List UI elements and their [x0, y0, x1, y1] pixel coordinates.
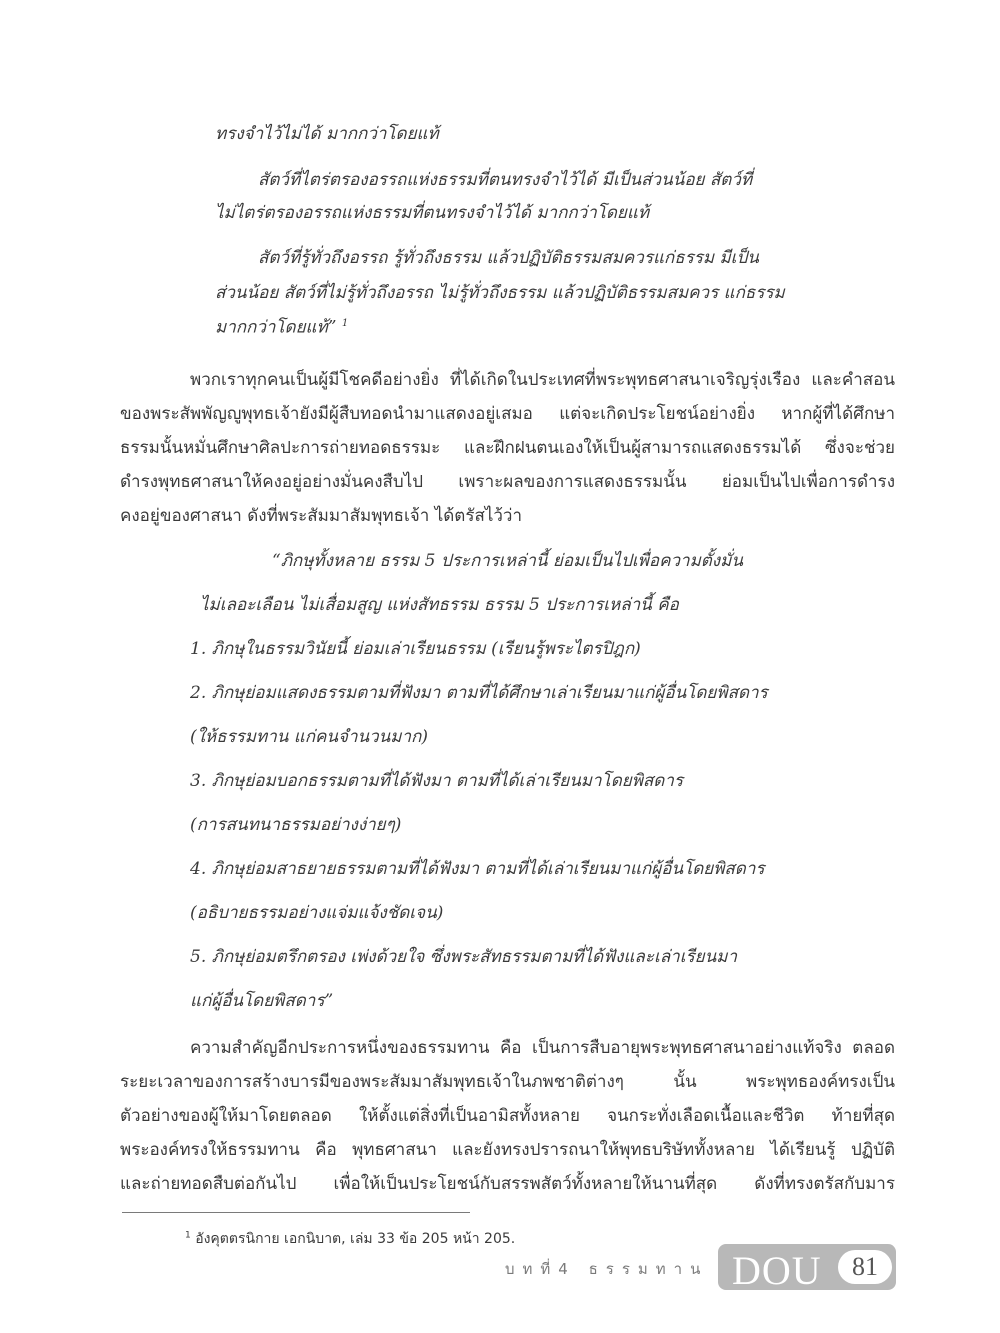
quote2-item5-cont: แก่ผู้อื่นโดยพิสดาร” — [190, 991, 334, 1011]
quote2-item2-note: (ให้ธรรมทาน แก่คนจำนวนมาก) — [190, 727, 428, 747]
para2-line1: ความสำคัญอีกประการหนึ่งของธรรมทาน คือ เป็นการสืบอายุพระพุทธศาสนาอย่างแท้จริง ตลอด — [190, 1038, 895, 1058]
para1-line1: พวกเราทุกคนเป็นผู้มีโชคดีอย่างยิ่ง ที่ได้เกิดในประเทศที่พระพุทธศาสนาเจริญรุ่งเรือง และคำสอน — [190, 370, 895, 390]
quote2-item5: 5. ภิกษุย่อมตรึกตรอง เพ่งด้วยใจ ซึ่งพระสัทธรรมตามที่ได้ฟังและเล่าเรียนมา — [190, 947, 737, 967]
para1-line2: ของพระสัพพัญญูพุทธเจ้ายังมีผู้สืบทอดนำมาแสดงอยู่เสมอ แต่จะเกิดประโยชน์อย่างยิ่ง หากผู้ที่ได้ศึกษา — [120, 404, 895, 424]
para2-line3: ตัวอย่างของผู้ให้มาโดยตลอด ให้ตั้งแต่สิ่งที่เป็นอามิสทั้งหลาย จนกระทั่งเลือดเนื้อและชีวิต ท้ายที่สุด — [120, 1106, 895, 1126]
quote1-line6-text: มากกว่าโดยแท้” — [215, 317, 337, 338]
para2-line5: และถ่ายทอดสืบต่อกันไป เพื่อให้เป็นประโยชน์กับสรรพสัตว์ทั้งหลายให้นานที่สุด ดังที่ทรงตรัสกับมาร — [120, 1174, 895, 1194]
quote2-item1: 1. ภิกษุในธรรมวินัยนี้ ย่อมเล่าเรียนธรรม (เรียนรู้พระไตรปิฎก) — [190, 639, 641, 659]
footnote-text: อังคุตตรนิกาย เอกนิบาต, เล่ม 33 ข้อ 205 หน้า 205. — [195, 1231, 516, 1247]
quote2-item2: 2. ภิกษุย่อมแสดงธรรมตามที่ฟังมา ตามที่ได้ศึกษาเล่าเรียนมาแก่ผู้อื่นโดยพิสดาร — [190, 683, 768, 703]
footnote-divider — [122, 1212, 470, 1213]
quote2-item3-note: (การสนทนาธรรมอย่างง่ายๆ) — [190, 815, 402, 835]
para2-line4: พระองค์ทรงให้ธรรมทาน คือ พุทธศาสนา และยังทรงปรารถนาให้พุทธบริษัททั้งหลาย ได้เรียนรู้ ปฏิบัติ — [120, 1140, 895, 1160]
quote2-line1: “ภิกษุทั้งหลาย ธรรม 5 ประการเหล่านี้ ย่อมเป็นไปเพื่อความตั้งมั่น — [272, 551, 743, 571]
brand-logo-text: DOU — [732, 1248, 822, 1293]
footnote-reference-mark: 1 — [341, 318, 349, 329]
quote1-line3: ไม่ไตร่ตรองอรรถแห่งธรรมที่ตนทรงจำไว้ได้ มากกว่าโดยแท้ — [215, 203, 650, 223]
quote1-line5: ส่วนน้อย สัตว์ที่ไม่รู้ทั่วถึงอรรถ ไม่รู้ทั่วถึงธรรม แล้วปฏิบัติธรรมสมควร แก่ธรรม — [215, 283, 785, 303]
para1-line5: คงอยู่ของศาสนา ดังที่พระสัมมาสัมพุทธเจ้า ได้ตรัสไว้ว่า — [120, 506, 523, 526]
quote1-line2: สัตว์ที่ไตร่ตรองอรรถแห่งธรรมที่ตนทรงจำไว้ได้ มีเป็นส่วนน้อย สัตว์ที่ — [258, 170, 753, 190]
quote1-line6 — [215, 319, 348, 337]
quote2-item3: 3. ภิกษุย่อมบอกธรรมตามที่ได้ฟังมา ตามที่ได้เล่าเรียนมาโดยพิสดาร — [190, 771, 683, 791]
quote1-line4: สัตว์ที่รู้ทั่วถึงอรรถ รู้ทั่วถึงธรรม แล้วปฏิบัติธรรมสมควรแก่ธรรม มีเป็น — [258, 248, 759, 268]
para1-line4: ดำรงพุทธศาสนาให้คงอยู่อย่างมั่นคงสืบไป เพราะผลของการแสดงธรรมนั้น ย่อมเป็นไปเพื่อการดำรง — [120, 472, 895, 492]
para2-line2: ระยะเวลาของการสร้างบารมีของพระสัมมาสัมพุทธเจ้าในภพชาติต่างๆ นั้น พระพุทธองค์ทรงเป็น — [120, 1072, 895, 1092]
quote2-line2: ไม่เลอะเลือน ไม่เสื่อมสูญ แห่งสัทธรรม ธรรม 5 ประการเหล่านี้ คือ — [200, 595, 679, 615]
quote2-item4-note: (อธิบายธรรมอย่างแจ่มแจ้งชัดเจน) — [190, 903, 444, 923]
footnote-mark: 1 — [185, 1230, 191, 1241]
quote1-line1: ทรงจำไว้ไม่ได้ มากกว่าโดยแท้ — [215, 124, 439, 144]
para1-line3: ธรรมนั้นหมั่นศึกษาศิลปะการถ่ายทอดธรรมะ และฝึกฝนตนเองให้เป็นผู้สามารถแสดงธรรมได้ ซึ่งจะช่วย — [120, 438, 895, 458]
footnote — [185, 1228, 515, 1250]
page-badge — [718, 1244, 896, 1293]
page-number: 81 — [838, 1250, 892, 1284]
quote2-item4: 4. ภิกษุย่อมสาธยายธรรมตามที่ได้ฟังมา ตามที่ได้เล่าเรียนมาแก่ผู้อื่นโดยพิสดาร — [190, 859, 765, 879]
chapter-title: บทที่4 ธรรมทาน — [505, 1260, 709, 1278]
